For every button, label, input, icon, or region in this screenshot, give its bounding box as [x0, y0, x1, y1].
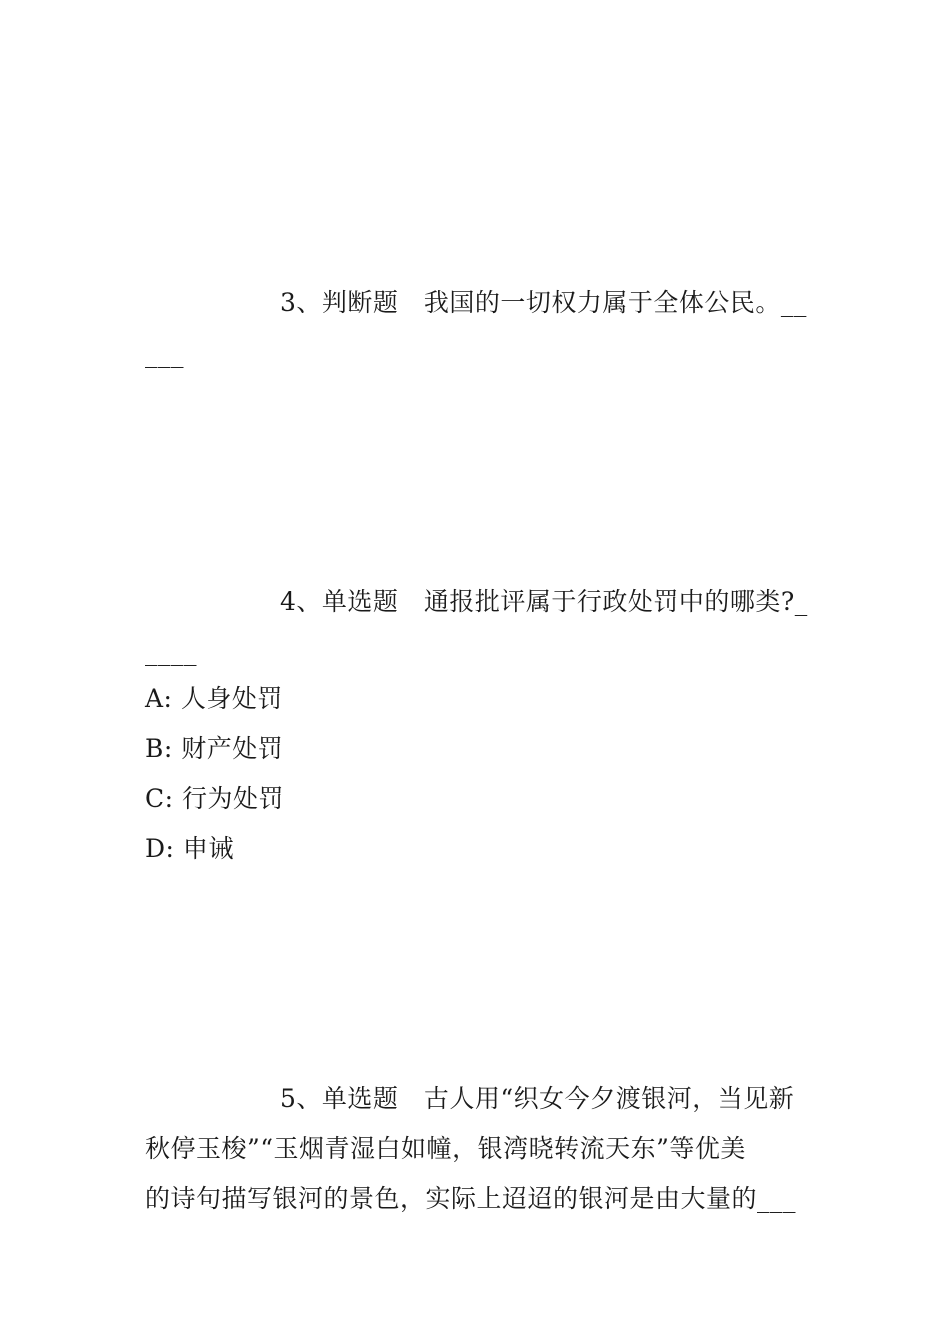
question-4-option-d: D: 申诫	[145, 834, 234, 863]
question-4-option-b: B: 财产处罚	[145, 734, 284, 763]
question-3-line-1: 3、判断题 我国的一切权力属于全体公民。__	[280, 288, 807, 317]
question-5-line-1: 5、单选题 古人用“织女今夕渡银河，当见新	[280, 1084, 795, 1113]
question-4-line-1: 4、单选题 通报批评属于行政处罚中的哪类?_	[280, 587, 808, 616]
question-4-line-2: ____	[145, 637, 197, 666]
question-5-line-2: 秋停玉梭”“玉烟青湿白如幢，银湾晓转流天东”等优美	[145, 1134, 746, 1163]
question-4-option-c: C: 行为处罚	[145, 784, 284, 813]
question-4-option-a: A: 人身处罚	[145, 684, 283, 713]
question-5-line-3: 的诗句描写银河的景色，实际上迢迢的银河是由大量的___	[145, 1184, 797, 1213]
question-3-line-2: ___	[145, 339, 184, 368]
